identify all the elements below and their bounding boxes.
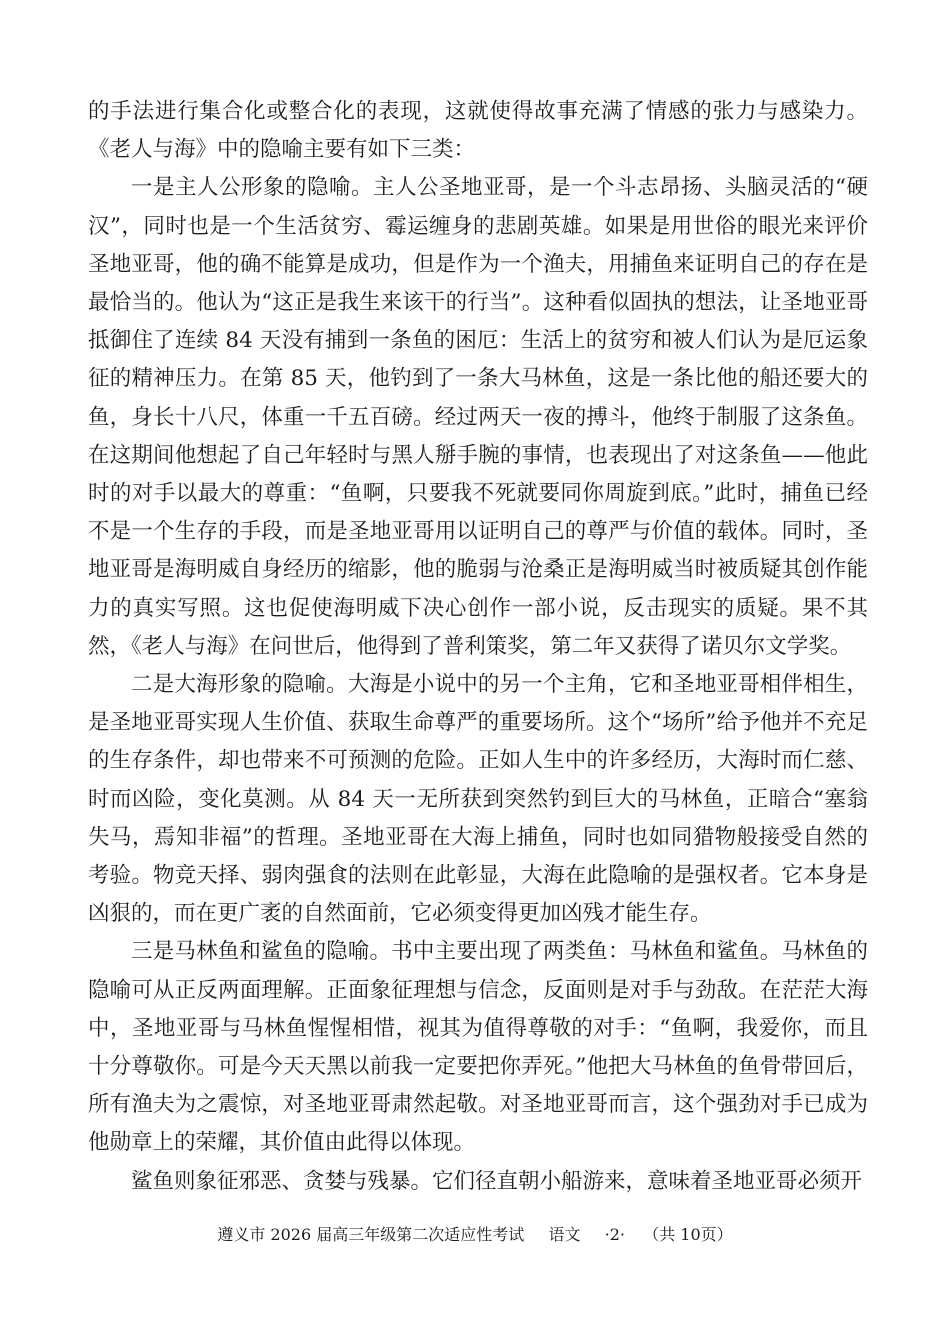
paragraph-fish-metaphor: 三是马林鱼和鲨鱼的隐喻。书中主要出现了两类鱼：马林鱼和鲨鱼。马林鱼的隐喻可从正反两面理解。正面象征理想与信念，反面则是对手与劲敌。在茫茫大海中，圣地亚哥与马林鱼惺惺相惜，视其为值得尊敬的对手：“鱼啊，我爱你，而且十分尊敬你。可是今天天黑以前我一定要把你弄死。”他把大马林鱼的鱼骨带回后，所有渔夫为之震惊，对圣地亚哥肃然起敬。对圣地亚哥而言，这个强劲对手已成为他勋章上的荣耀，其价值由此得以体现。 xyxy=(88,939,868,1156)
footer-exam-title: 遵义市 2026 届高三年级第二次适应性考试 xyxy=(217,1225,525,1244)
page-footer xyxy=(0,1222,950,1245)
paragraph-protagonist-metaphor: 一是主人公形象的隐喻。主人公圣地亚哥，是一个斗志昂扬、头脑灵活的“硬汉”，同时也是一个生活贫穷、霉运缠身的悲剧英雄。如果是用世俗的眼光来评价圣地亚哥，他的确不能算是成功，但是作为一个渔夫，用捕鱼来证明自己的存在是最恰当的。他认为“这正是我生来该干的行当”。这种看似固执的想法，让圣地亚哥抵御住了连续 84 天没有捕到一条鱼的困厄：生活上的贫穷和被人们认为是厄运象征的精神压力。在第 85 天，他钓到了一条大马林鱼，这是一条比他的船还要大的鱼，身长十八尺，体重一千五百磅。经过两天一夜的搏斗，他终于制服了这条鱼。在这期间他想起了自己年轻时与黑人掰手腕的事情，也表现出了对这条鱼——他此时的对手以最大的尊重：“鱼啊，只要我不死就要同你周旋到底。”此时，捕鱼已经不是一个生存的手段，而是圣地亚哥用以证明自己的尊严与价值的载体。同时，圣地亚哥是海明威自身经历的缩影，他的脆弱与沧桑正是海明威当时被质疑其创作能力的真实写照。这也促使海明威下决心创作一部小说，反击现实的质疑。果不其然，《老人与海》在问世后，他得到了普利策奖，第二年又获得了诺贝尔文学奖。 xyxy=(88,175,868,659)
article-body xyxy=(88,93,868,1201)
footer-subject: 语文 xyxy=(548,1225,581,1244)
paragraph-continuation: 的手法进行集合化或整合化的表现，这就使得故事充满了情感的张力与感染力。《老人与海》中的隐喻主要有如下三类： xyxy=(88,99,868,163)
footer-page-number: ·2· xyxy=(604,1225,625,1244)
paragraph-shark-metaphor: 鲨鱼则象征邪恶、贪婪与残暴。它们径直朝小船游来，意味着圣地亚哥必须开 xyxy=(131,1168,863,1194)
paragraph-sea-metaphor: 二是大海形象的隐喻。大海是小说中的另一个主角，它和圣地亚哥相伴相生，是圣地亚哥实现人生价值、获取生命尊严的重要场所。这个“场所”给予他并不充足的生存条件，却也带来不可预测的危险。正如人生中的许多经历，大海时而仁慈、时而凶险，变化莫测。从 84 天一无所获到突然钓到巨大的马林鱼，正暗合“塞翁失马，焉知非福”的哲理。圣地亚哥在大海上捕鱼，同时也如同猎物般接受自然的考验。物竞天择、弱肉强食的法则在此彰显，大海在此隐喻的是强权者。它本身是凶狠的，而在更广袤的自然面前，它必须变得更加凶残才能生存。 xyxy=(88,672,868,927)
footer-total-pages: （共 10页） xyxy=(643,1225,733,1244)
